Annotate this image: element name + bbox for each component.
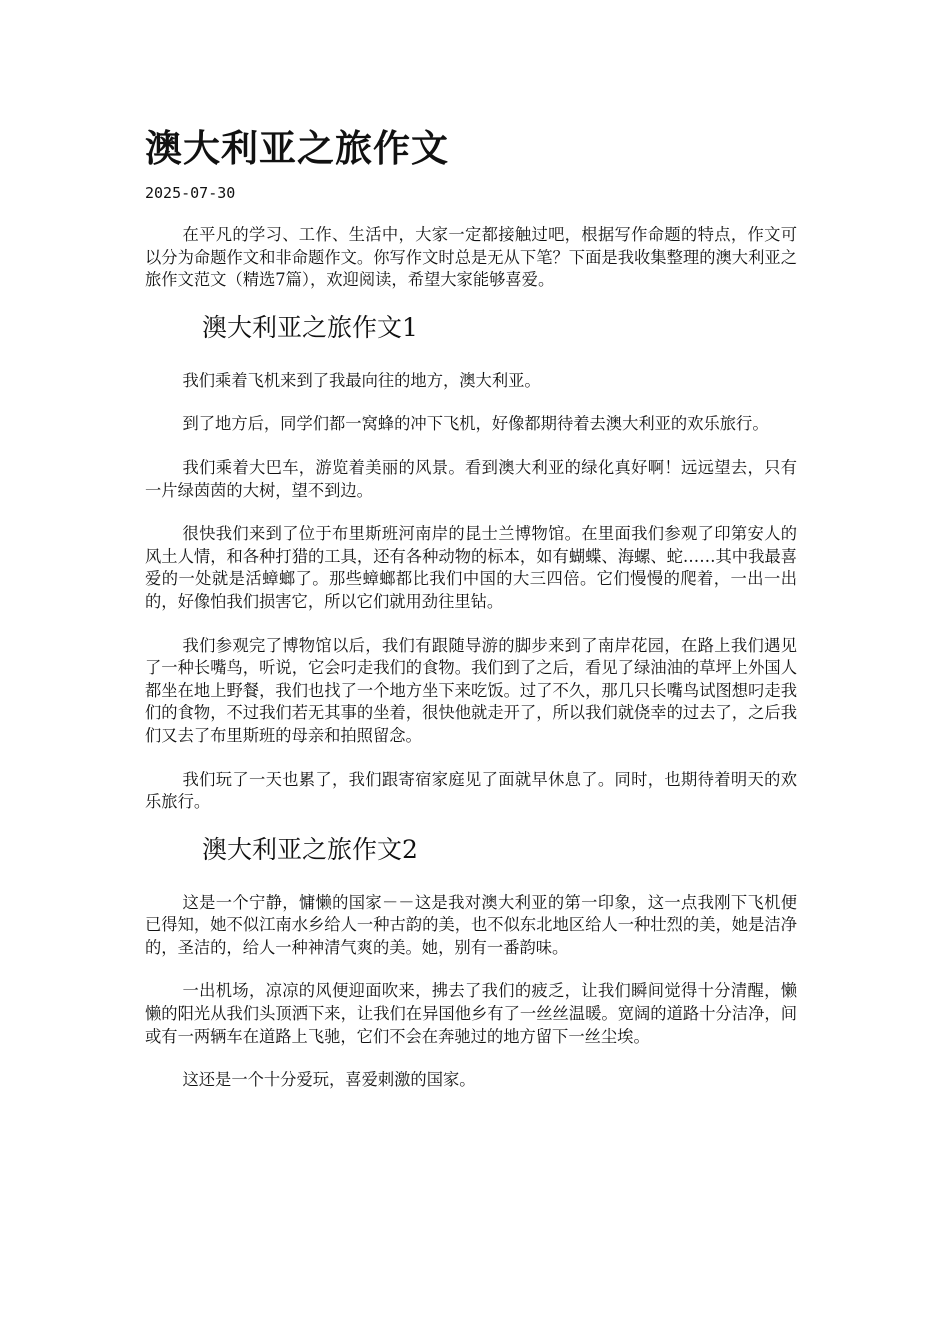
section-2-paragraph: 一出机场，凉凉的风便迎面吹来，拂去了我们的疲乏，让我们瞬间觉得十分清醒，懒懒的阳光从我们头顶洒下来，让我们在异国他乡有了一丝丝温暖。宽阔的道路十分洁净，间或有一两辆车在道路上飞驰，它们不会在奔驰过的地方留下一丝尘埃。 <box>145 981 797 1046</box>
section-1-paragraph: 我们乘着大巴车，游览着美丽的风景。看到澳大利亚的绿化真好啊！远远望去，只有一片绿茵茵的大树，望不到边。 <box>145 457 797 500</box>
publish-date: 2025-07-30 <box>145 184 236 202</box>
document-title: 澳大利亚之旅作文 <box>145 126 449 170</box>
section-2-paragraph: 这还是一个十分爱玩，喜爱刺激的国家。 <box>182 1070 476 1090</box>
section-1-paragraph: 我们玩了一天也累了，我们跟寄宿家庭见了面就早休息了。同时，也期待着明天的欢乐旅行。 <box>145 769 797 812</box>
section-heading-2: 澳大利亚之旅作文2 <box>202 834 418 864</box>
intro-paragraph: 在平凡的学习、工作、生活中，大家一定都接触过吧，根据写作命题的特点，作文可以分为命题作文和非命题作文。你写作文时总是无从下笔？下面是我收集整理的澳大利亚之旅作文范文（精选7篇），欢迎阅读，希望大家能够喜爱。 <box>145 225 797 290</box>
section-1-paragraph: 很快我们来到了位于布里斯班河南岸的昆士兰博物馆。在里面我们参观了印第安人的风土人情，和各种打猎的工具，还有各种动物的标本，如有蝴蝶、海螺、蛇……其中我最喜爱的一处就是活蟑螂了。那些蟑螂都比我们中国的大三四倍。它们慢慢的爬着，一出一出的，好像怕我们损害它，所以它们就用劲往里钻。 <box>145 524 797 611</box>
section-1-paragraph: 到了地方后，同学们都一窝蜂的冲下飞机，好像都期待着去澳大利亚的欢乐旅行。 <box>182 414 769 434</box>
article-body <box>145 224 797 1113</box>
section-heading-1: 澳大利亚之旅作文1 <box>202 312 418 342</box>
section-1-paragraph: 我们参观完了博物馆以后，我们有跟随导游的脚步来到了南岸花园，在路上我们遇见了一种长嘴鸟，听说，它会叼走我们的食物。我们到了之后，看见了绿油油的草坪上外国人都坐在地上野餐，我们也找了一个地方坐下来吃饭。过了不久，那几只长嘴鸟试图想叼走我们的食物，不过我们若无其事的坐着，很快他就走开了，所以我们就侥幸的过去了，之后我们又去了布里斯班的母亲和拍照留念。 <box>145 635 797 745</box>
section-1-paragraph: 我们乘着飞机来到了我最向往的地方，澳大利亚。 <box>182 370 541 390</box>
section-2-paragraph: 这是一个宁静，慵懒的国家－－这是我对澳大利亚的第一印象，这一点我刚下飞机便已得知，她不似江南水乡给人一种古韵的美，也不似东北地区给人一种壮烈的美，她是洁净的，圣洁的，给人一种神清气爽的美。她，别有一番韵味。 <box>145 892 797 957</box>
